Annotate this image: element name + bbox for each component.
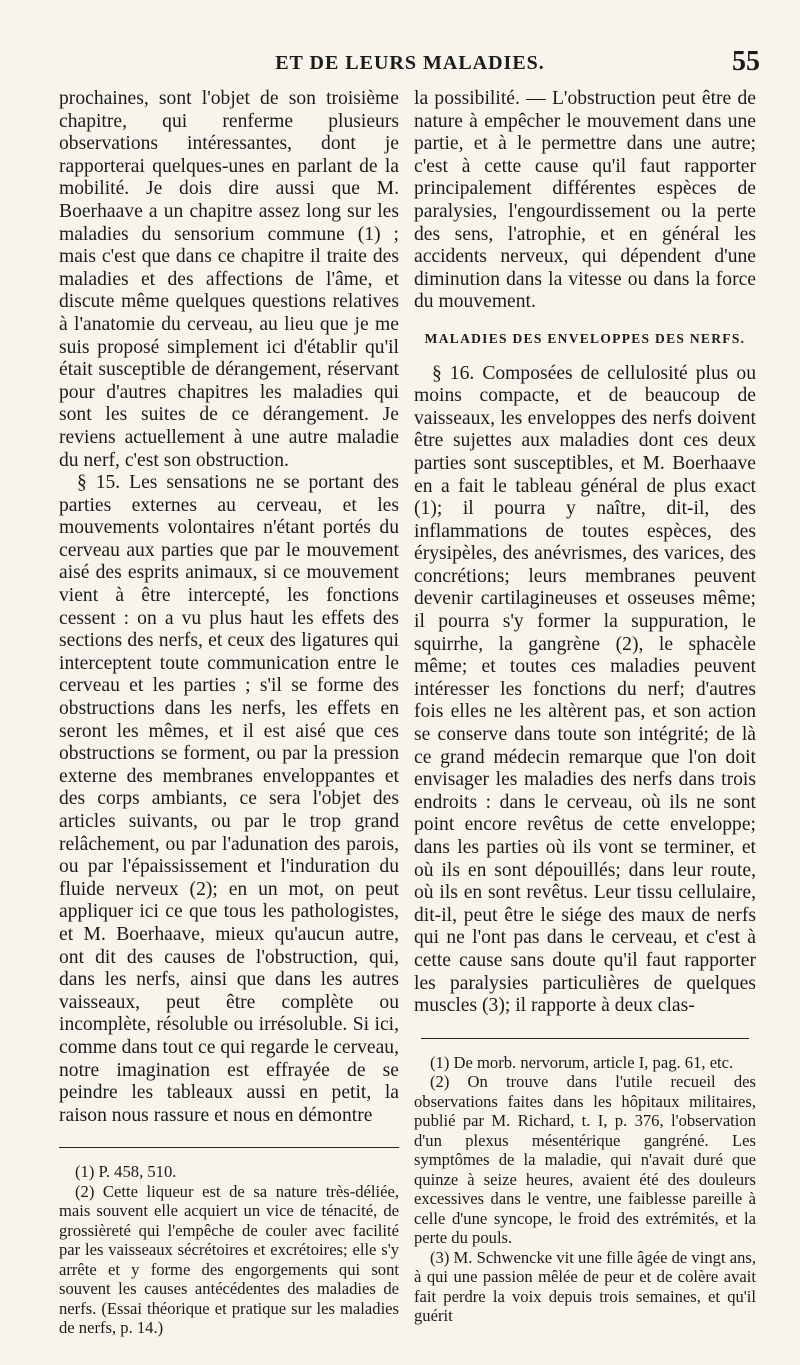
page-number: 55 [732,46,760,77]
right-footnotes [414,1053,756,1326]
page-header [60,46,760,86]
left-paragraph-1: prochaines, sont l'objet de son troisième chapitre, qui renferme plusieurs observations intéressantes, dont je rapporterai quelques-unes en parlant de la mobilité. Je dois dire aussi que M. Boerhaave a un chapitre assez long sur les maladies du sensorium commune (1) ; mais c'est que dans ce chapitre il traite des maladies et des affections de l'âme, et discute même quelques questions relatives à l'anatomie du cerveau, au lieu que je me suis proposé simplement ici d'établir qu'il était susceptible de dérangement, réservant pour d'autres chapitres les maladies qui sont les suites de ce dérangement. Je reviens actuellement à une autre maladie du nerf, c'est son obstruction. [59,88,399,471]
right-footnote-3: (3) M. Schwencke vit une fille âgée de vingt ans, à qui une passion mêlée de peur et de colère avait fait perdre la voix depuis trois semaines, et qu'il guérit [414,1247,756,1326]
right-paragraph-2: § 16. Composées de cellulosité plus ou moins compacte, et de beaucoup de vaisseaux, les enveloppes des nerfs doivent être sujettes aux maladies dont ces deux parties sont susceptibles, et M. Boerhaave en a fait le tableau général de plus exact (1); il pourra y naître, dit-il, des inflammations de toutes espèces, des érysipèles, des anévrismes, des varices, des concrétions; leurs membranes peuvent devenir cartilagineuses et osseuses même; il pourra s'y former la suppuration, le squirrhe, la gangrène (2), le sphacèle même; et toutes ces maladies peuvent intéresser les fonctions du nerf; d'autres fois elles ne les altèrent pas, et son action se conserve dans toute son intégrité; de là ce grand médecin remarque que l'on doit envisager les maladies des nerfs dans trois endroits : dans le cerveau, où ils ne sont point encore revêtus de cette enveloppe; dans les parties où ils vont se terminer, et où ils en sont dépouillés; dans leur route, où ils en sont revêtus. Leur tissu cellulaire, dit-il, peut être le siége des maux de nerfs qui ne l'ont pas dans le cerveau, et c'est à cette cause sans doute qu'il faut rapporter les paralysies particulières de quelques muscles (3); il rapporte à deux clas- [414,362,756,1017]
right-column [414,88,756,1326]
right-footnote-1: (1) De morb. nervorum, article I, pag. 61, etc. [430,1052,734,1072]
running-title: ET DE LEURS MALADIES. [275,52,545,74]
footnote-rule-right [421,1038,749,1039]
left-column [59,88,399,1338]
left-footnote-2: (2) Cette liqueur est de sa nature très-déliée, mais souvent elle acquiert un vice de ténacité, de grossièreté qui l'empêche de couler avec facilité par les vaisseaux sécrétoires et excrétoires; elle s'y arrête et y forme des engorgements qui sont souvent les causes antécédentes des maladies de nerfs. (Essai théorique et pratique sur les maladies de nerfs, p. 14.) [59,1181,399,1338]
footnote-rule-left [59,1147,399,1148]
right-footnote-2: (2) On trouve dans l'utile recueil des observations faites dans les hôpitaux militaires, publié par M. Richard, t. I, p. 376, l'observation d'un plexus mésentérique gangréné. Les symptômes de la maladie, qui n'avait duré que quinze à seize heures, avaient été des douleurs excessives dans le ventre, une faiblesse pareille à celle d'une syncope, le froid des extrémités, et la perte du pouls. [414,1072,756,1248]
left-paragraph-2: § 15. Les sensations ne se portant des parties externes au cerveau, et les mouvements volontaires n'étant portés du cerveau aux parties que par le mouvement aisé des esprits animaux, si ce mouvement vient à être intercepté, les fonctions cessent : on a vu plus haut les effets des sections des nerfs, et ceux des ligatures qui interceptent toute communication entre le cerveau et les parties ; s'il se forme des obstructions dans les nerfs, les effets en seront les mêmes, et il est aisé que ces obstructions se forment, ou par la pression externe des membranes enveloppantes et des corps ambiants, ce sera l'objet des articles suivants, ou par le trop grand relâchement, ou par l'adunation des parois, ou par l'épaississement et l'induration du fluide nerveux (2); en un mot, on peut appliquer ici ce que tous les pathologistes, et M. Boerhaave, mieux qu'aucun autre, ont dit des causes de l'obstruction, qui, dans les nerfs, ainsi que dans les autres vaisseaux, peut être complète ou incomplète, résoluble ou irrésoluble. Si ici, comme dans tout ce qui regarde le cerveau, notre imagination est effrayée de se peindre les tableaux aussi en petit, la raison nous rassure et nous en démontre [59,472,399,1126]
left-footnote-1: (1) P. 458, 510. [75,1162,177,1182]
left-footnotes [59,1162,399,1338]
section-heading: MALADIES DES ENVELOPPES DES NERFS. [424,330,746,346]
right-paragraph-1: la possibilité. — L'obstruction peut être de nature à empêcher le mouvement dans une partie, et à le permettre dans une autre; c'est à cette cause qu'il faut rapporter principalement différentes espèces de paralysies, l'engourdissement ou la perte des sens, l'atrophie, et en général les accidents nerveux, qui dépendent d'une diminution dans la vitesse ou dans la force du mouvement. [414,88,756,313]
